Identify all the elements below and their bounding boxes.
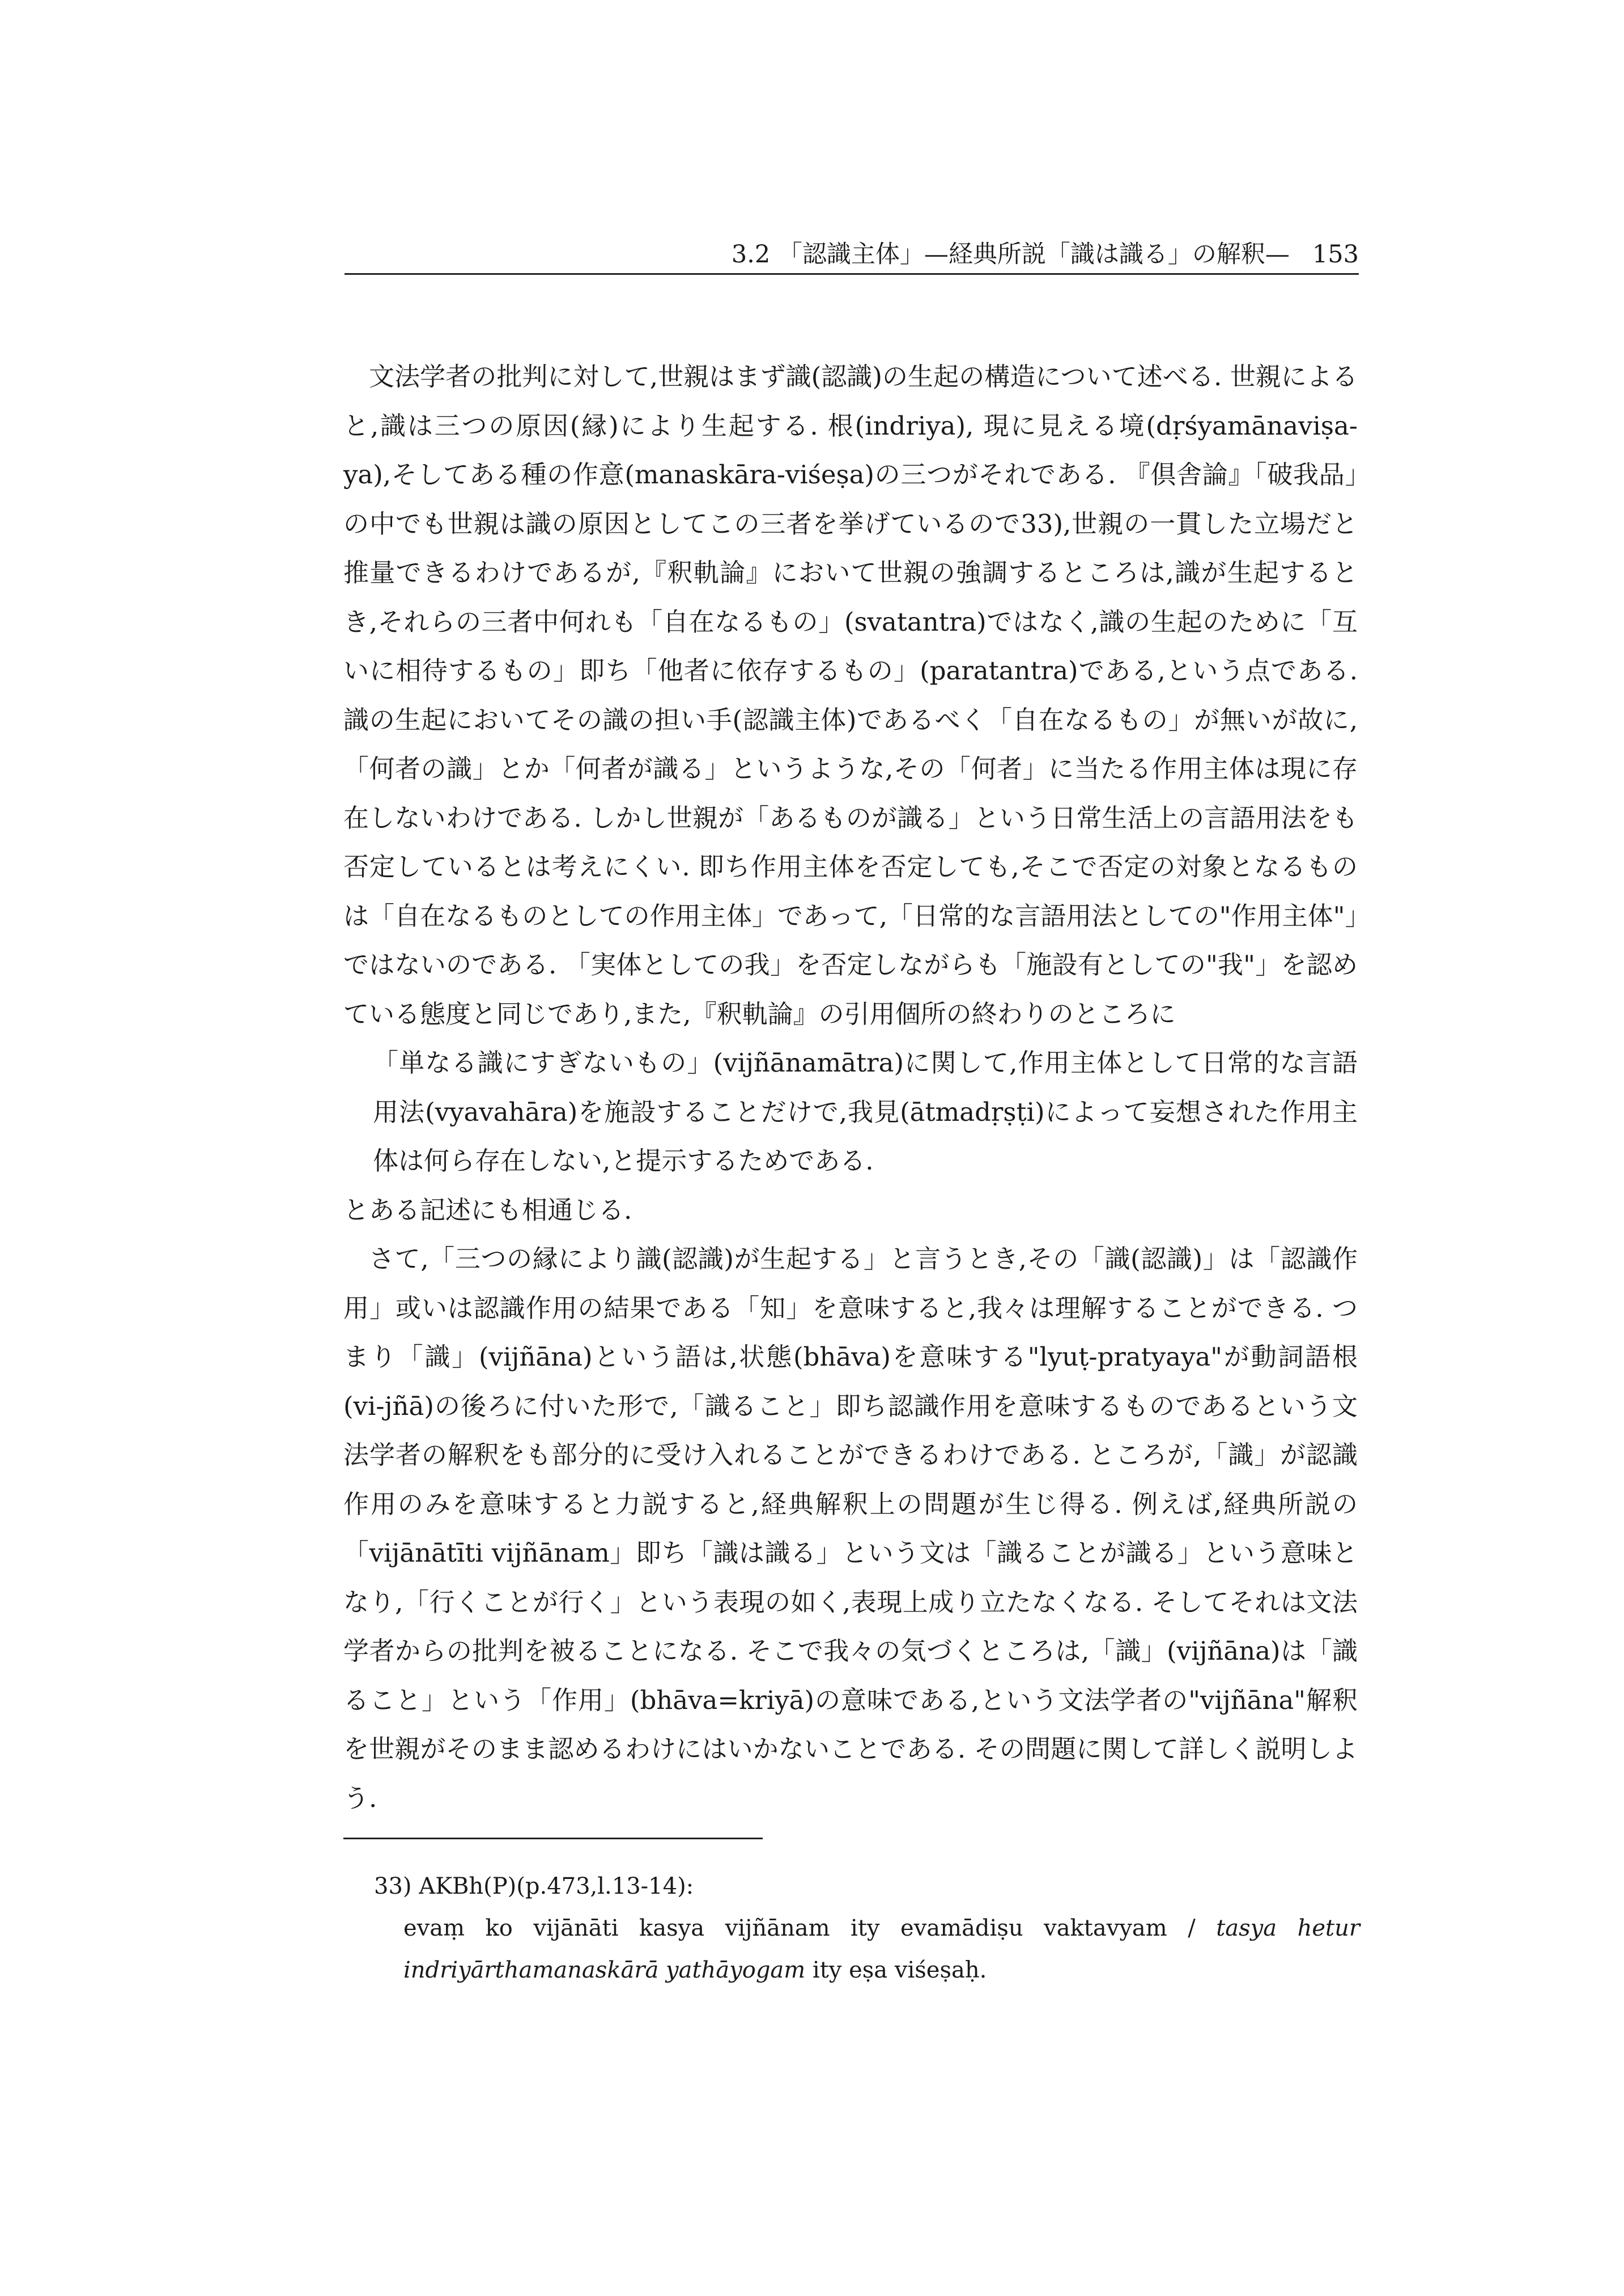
paragraph: とある記述にも相通じる. <box>343 1194 632 1225</box>
page-number: 153 <box>1312 240 1359 269</box>
footnote-text <box>374 1907 1360 1991</box>
footnote-text-plain: evaṃ ko vijānāti kasya vijñānam ity evamādiṣu vaktavyam / <box>403 1915 1217 1941</box>
footnote <box>374 1865 1360 1991</box>
paragraph: さて,「三つの縁により識(認識)が生起する」と言うとき,その「識(認識)」は「認識作用」或いは認識作用の結果である「知」を意味すると,我々は理解することができる. つまり「識」(vijñāna)という語は,状態(bhāva)を意味する"lyuṭ-pratyaya"が動詞語根(vi-jñā)の後ろに付いた形で,「識ること」即ち認識作用を意味するものであるという文法学者の解釈をも部分的に受け入れることができるわけである. ところが,「識」が認識作用のみを意味すると力説すると,経典解釈上の問題が生じ得る. 例えば,経典所説の 「vijānātīti vijñānam」即ち「識は識る」という文は「識ることが識る」という意味となり,「行くことが行く」という表現の如く,表現上成り立たなくなる. そしてそれは文法学者からの批判を被ることになる. そこで我々の気づくところは,「識」(vijñāna)は「識ること」という「作用」(bhāva=kriyā)の意味である,という文法学者の"vijñāna"解釈を世親がそのまま認めるわけにはいかないことである. その問題に関して詳しく説明しよう. <box>343 1244 1358 1813</box>
block-quote: 「単なる識にすぎないもの」(vijñānamātra)に関して,作用主体として日常的な言語用法(vyavahāra)を施設することだけで,我見(ātmadṛṣṭi)によって妄想された作用主体は何ら存在しない,と提示するためである. <box>373 1048 1358 1176</box>
footnote-label: 33) AKBh(P)(p.473,l.13-14): <box>374 1873 694 1899</box>
running-header <box>345 238 1359 275</box>
running-title: 3.2 「認識主体」—経典所説「識は識る」の解釈— <box>731 240 1290 269</box>
footnote-text-italic: tasya hetur indriyārthamanaskārā yathāyogam <box>403 1915 1360 1983</box>
footnote-text-plain: ity eṣa viśeṣaḥ. <box>805 1957 987 1983</box>
main-text <box>343 352 1358 1823</box>
footnote-divider <box>343 1838 763 1839</box>
paragraph: 文法学者の批判に対して,世親はまず識(認識)の生起の構造について述べる. 世親によると,識は三つの原因(縁)により生起する. 根(indriya), 現に見える境(dṛśyamānaviṣa-ya),そしてある種の作意(manaskāra-viśeṣa)の三つがそれである. 『倶舎論』「破我品」の中でも世親は識の原因としてこの三者を挙げているので33),世親の一貫した立場だと推量できるわけであるが,『釈軌論』において世親の強調するところは,識が生起するとき,それらの三者中何れも「自在なるもの」(svatantra)ではなく,識の生起のために「互いに相待するもの」即ち「他者に依存するもの」(paratantra)である,という点である. 識の生起においてその識の担い手(認識主体)であるべく「自在なるもの」が無いが故に,「何者の識」とか「何者が識る」というような,その「何者」に当たる作用主体は現に存在しないわけである. しかし世親が「あるものが識る」という日常生活上の言語用法をも否定しているとは考えにくい. 即ち作用主体を否定しても,そこで否定の対象となるものは「自在なるものとしての作用主体」であって,「日常的な言語用法としての"作用主体"」ではないのである. 「実体としての我」を否定しながらも「施設有としての"我"」を認めている態度と同じであり,また,『釈軌論』の引用個所の終わりのところに <box>343 362 1358 1029</box>
